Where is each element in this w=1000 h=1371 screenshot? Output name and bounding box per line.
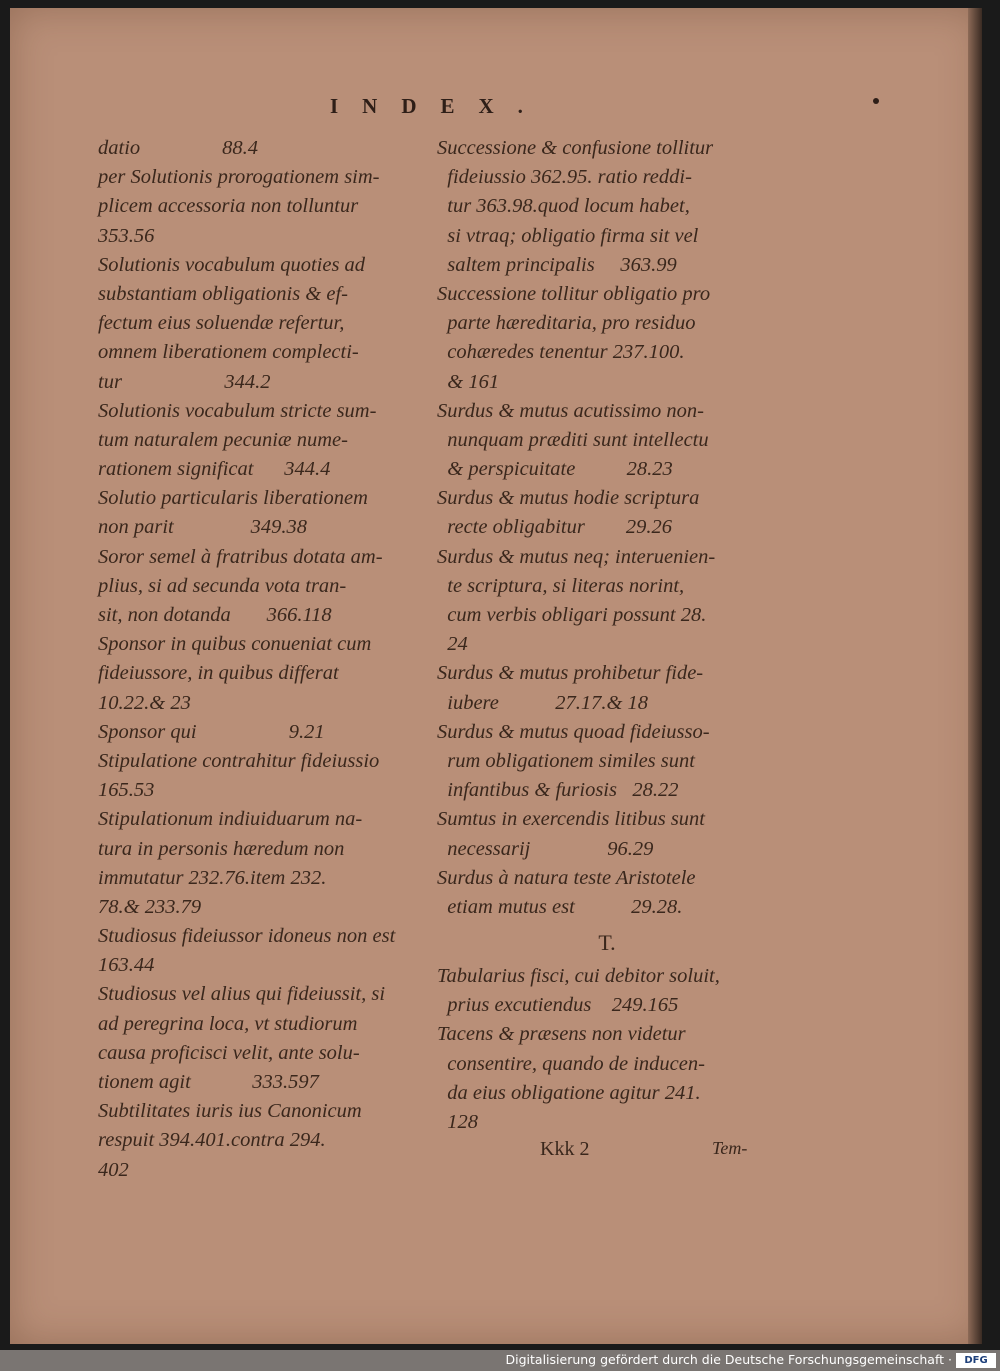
index-section-s [437,134,777,922]
index-entry-line: datio 88.4 [98,137,259,159]
index-entry-line: da eius obligatione agitur 241. [437,1081,701,1104]
footer-credit: Digitalisierung gefördert durch die Deutsche Forschungsgemeinschaft · [505,1352,952,1367]
index-entry-line: & perspicuitate 28.23 [437,458,673,481]
index-entry-line: 78.& 233.79 [98,895,202,918]
index-entry-line: Surdus & mutus prohibetur fide- [437,662,704,685]
catchword: Tem- [712,1138,748,1158]
index-entry-line: Stipulatione contrahitur fideiussio [98,749,380,772]
index-entry-line: rationem significat 344.4 [98,458,331,481]
index-entry-line: tionem agit 333.597 [98,1071,319,1093]
index-entry-line: iubere 27.17.& 18 [437,691,649,714]
index-entry-line: tur 363.98.quod locum habet, [437,195,690,218]
index-entry-line: Surdus & mutus hodie scriptura [437,487,700,510]
index-entry-line: necessarij 96.29 [437,837,654,860]
index-entry-line: 128 [437,1111,478,1133]
index-entry-line: Surdus & mutus acutissimo non- [437,399,704,422]
index-entry-line: 402 [98,1158,129,1181]
index-entry-line: etiam mutus est 29.28. [437,895,683,918]
index-entry-line: per Solutionis prorogationem sim- [98,166,380,189]
index-entry-line: 10.22.& 23 [98,691,191,714]
index-entry-line: fectum eius soluendæ refertur, [98,312,345,335]
signature-mark: Kkk 2 [540,1138,590,1160]
index-entry-line: Surdus à natura teste Aristotele [437,866,696,889]
index-entry-line: respuit 394.401.contra 294. [98,1129,326,1152]
index-entry-line: 163.44 [98,954,155,977]
index-entry-line: consentire, quando de inducen- [437,1052,705,1075]
ink-dot [873,98,879,104]
index-entry-line: infantibus & furiosis 28.22 [437,779,679,802]
index-column-left [98,134,433,1185]
index-entry-line: prius excutiendus 249.165 [437,994,679,1017]
dfg-logo: DFG [956,1353,996,1368]
index-entry-line: Stipulationum indiuiduarum na- [98,808,363,831]
index-entry-line: nunquam præditi sunt intellectu [437,428,709,451]
index-entry-line: tura in personis hæredum non [98,837,345,860]
index-entry-line: Successione & confusione tollitur [437,137,714,159]
index-entry-line: tum naturalem pecuniæ nume- [98,428,348,451]
index-entry-line: si vtraq; obligatio firma sit vel [437,224,699,247]
index-entry-line: Surdus & mutus neq; interuenien- [437,545,716,568]
index-entry-line: ad peregrina loca, vt studiorum [98,1012,358,1035]
index-entry-line: 24 [437,633,468,656]
index-entry-line: 165.53 [98,779,155,802]
section-letter: T. [598,930,616,956]
index-entry-line: Surdus & mutus quoad fideiusso- [437,720,710,743]
index-entry-line: Solutio particularis liberationem [98,487,368,510]
index-entry-line: te scriptura, si literas norint, [437,574,685,597]
index-entry-line: Solutionis vocabulum stricte sum- [98,399,377,422]
index-entry-line: Soror semel à fratribus dotata am- [98,545,383,568]
index-entry-line: & 161 [437,370,500,393]
index-entry-line: Subtilitates iuris ius Canonicum [98,1100,362,1123]
index-entry-line: Studiosus vel alius qui fideiussit, si [98,983,386,1006]
index-entry-line: fideiussio 362.95. ratio reddi- [437,166,692,189]
index-entry-line: Tacens & præsens non videtur [437,1023,686,1046]
index-entry-line: cum verbis obligari possunt 28. [437,604,707,626]
index-entry-line: immutatur 232.76.item 232. [98,866,327,889]
index-entry-line: Tabularius fisci, cui debitor soluit, [437,965,720,988]
index-entry-line: Studiosus fideiussor idoneus non est [98,925,396,948]
index-entry-line: Successione tollitur obligatio pro [437,282,711,305]
index-entry-line: Sumtus in exercendis litibus sunt [437,808,705,831]
index-entry-line: plicem accessoria non tolluntur [98,195,359,218]
index-entry-line: recte obligabitur 29.26 [437,516,672,539]
index-entry-line: 353.56 [98,224,155,247]
index-entry-line: tur 344.2 [98,370,271,393]
index-entry-line: fideiussore, in quibus differat [98,662,339,685]
index-entry-line: parte hæreditaria, pro residuo [437,312,696,335]
index-entry-line: saltem principalis 363.99 [437,253,677,276]
index-entry-line: substantiam obligationis & ef- [98,282,348,305]
footer-bar [0,1350,1000,1371]
index-section-t [437,962,777,1137]
index-entry-line: Sponsor qui 9.21 [98,720,325,743]
index-column-right [437,134,777,1137]
index-entry-line: non parit 349.38 [98,516,307,539]
index-entry-line: plius, si ad secunda vota tran- [98,574,347,597]
page-heading: INDEX. [330,94,547,118]
index-entry-line: rum obligationem similes sunt [437,749,695,772]
index-entry-line: Solutionis vocabulum quoties ad [98,253,366,276]
page-edge [968,8,982,1344]
index-entry-line: omnem liberationem complecti- [98,341,359,364]
index-entry-line: causa proficisci velit, ante solu- [98,1041,360,1064]
index-entry-line: cohæredes tenentur 237.100. [437,341,685,364]
index-entry-line: sit, non dotanda 366.118 [98,604,332,626]
index-entry-line: Sponsor in quibus conueniat cum [98,633,372,656]
